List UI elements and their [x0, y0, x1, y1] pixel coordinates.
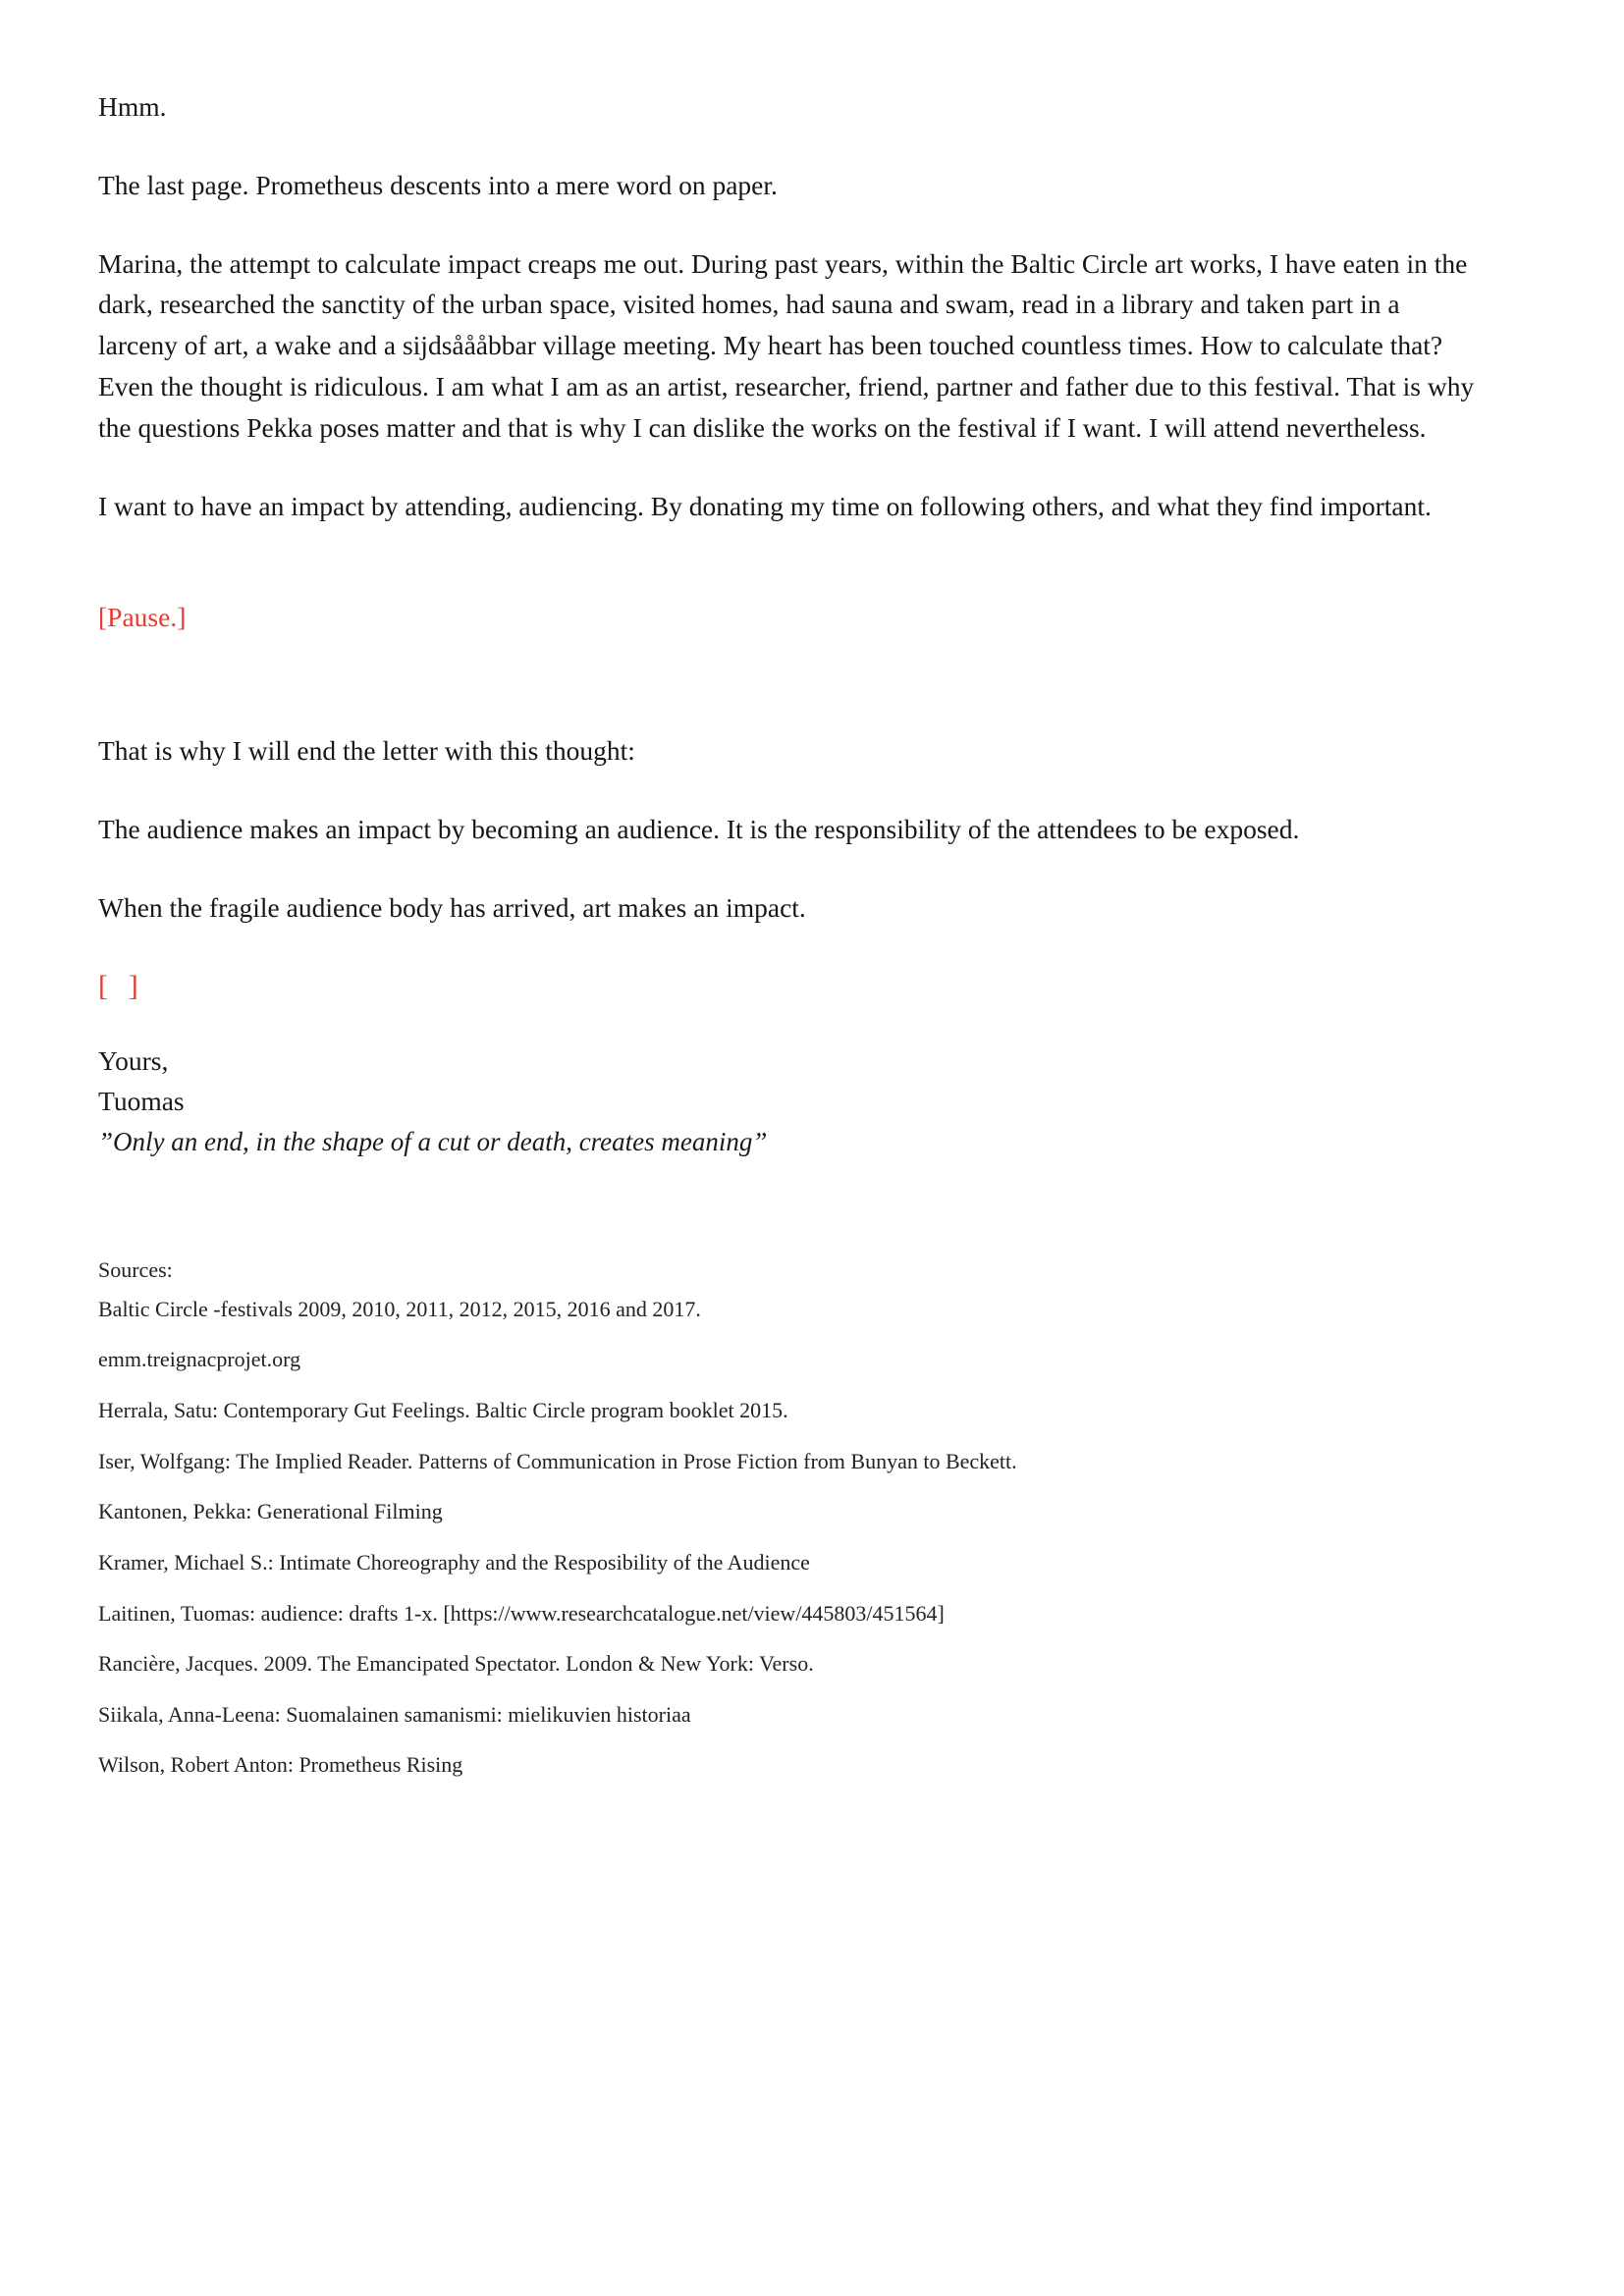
source-entry: Kramer, Michael S.: Intimate Choreography and the Resposibility of the Audience: [98, 1549, 810, 1575]
paragraph-marina: Marina, the attempt to calculate impact creaps me out. During past years, within the Baltic Circle art works, I have eaten in the dark, researched the sanctity of the urban space, visited homes, had sauna and swam, read in a library and taken part in a larceny of art, a wake and a sijdsåååbbar village meeting. My heart has been touched countless times. How to calculate that? Even the thought is ridiculous. I am what I am as an artist, researcher, friend, partner and father due to this festival. That is why the questions Pekka poses matter and that is why I can dislike the works on the festival if I want. I will attend nevertheless.: [98, 247, 1475, 443]
spacer-before-pause: [98, 563, 1477, 597]
source-entry: emm.treignacprojet.org: [98, 1347, 301, 1372]
signoff-quote: ”Only an end, in the shape of a cut or death, creates meaning”: [98, 1127, 768, 1157]
source-entry: Siikala, Anna-Leena: Suomalainen samanismi: mielikuvien historiaa: [98, 1701, 691, 1727]
paragraph-end-letter: That is why I will end the letter with this thought:: [98, 735, 635, 767]
paragraph-audience-impact: The audience makes an impact by becoming an audience. It is the responsibility of the attendees to be exposed.: [98, 813, 1300, 844]
source-entry: Kantonen, Pekka: Generational Filming: [98, 1499, 443, 1524]
paragraph-last-page: The last page. Prometheus descents into a mere word on paper.: [98, 169, 778, 200]
source-entry: Rancière, Jacques. 2009. The Emancipated Spectator. London & New York: Verso.: [98, 1651, 814, 1677]
sources-section: [98, 1253, 1477, 1783]
signoff-name: Tuomas: [98, 1086, 185, 1117]
source-entry: Baltic Circle -festivals 2009, 2010, 2011, 2012, 2015, 2016 and 2017.: [98, 1296, 701, 1321]
signoff-yours: Yours,: [98, 1044, 169, 1076]
spacer-after-pause: [98, 675, 1477, 730]
paragraph-fragile-body: When the fragile audience body has arrived, art makes an impact.: [98, 891, 806, 923]
source-entry: Iser, Wolfgang: The Implied Reader. Patterns of Communication in Prose Fiction from Bunyan to Beckett.: [98, 1448, 1017, 1473]
empty-bracket-marker: [ ]: [98, 969, 145, 1002]
pause-marker: [Pause.]: [98, 602, 187, 633]
paragraph-hmm: Hmm.: [98, 91, 167, 122]
source-entry: Herrala, Satu: Contemporary Gut Feelings. Baltic Circle program booklet 2015.: [98, 1398, 788, 1423]
source-entry: Wilson, Robert Anton: Prometheus Rising: [98, 1752, 463, 1778]
paragraph-impact-attending: I want to have an impact by attending, audiencing. By donating my time on following others, and what they find important.: [98, 490, 1432, 521]
source-entry: Laitinen, Tuomas: audience: drafts 1-x. [https://www.researchcatalogue.net/view/445803/451564]: [98, 1600, 945, 1626]
sources-heading: Sources:: [98, 1257, 173, 1283]
